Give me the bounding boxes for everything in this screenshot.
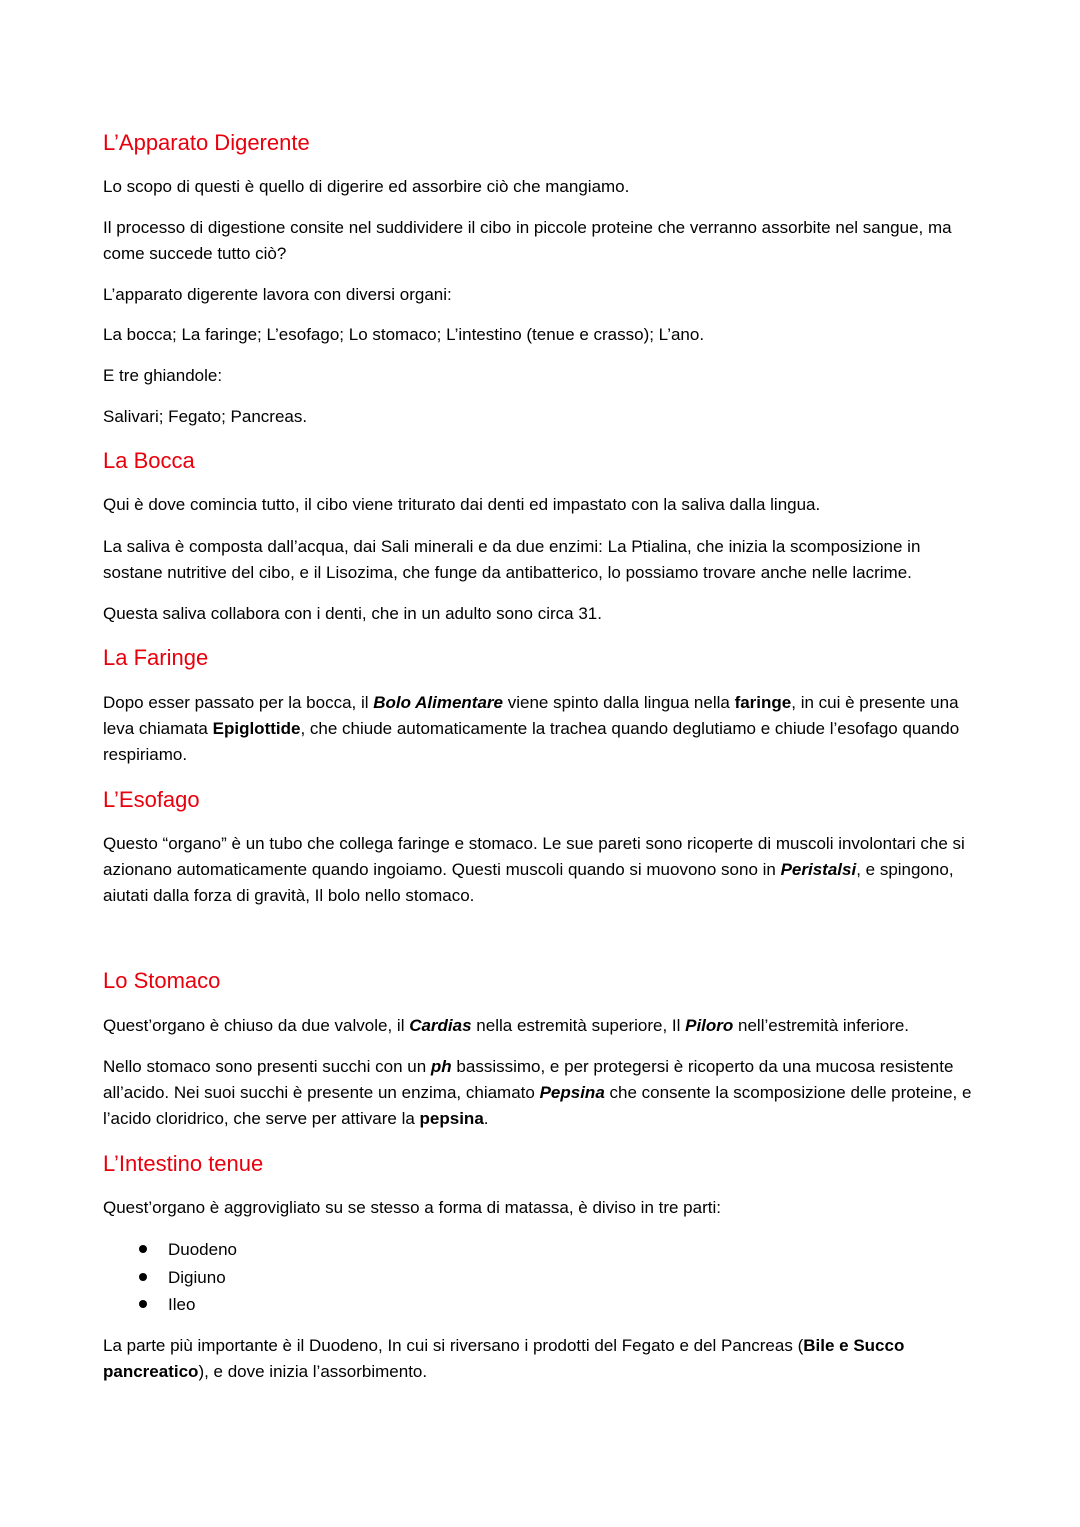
paragraph-organi-list: La bocca; La faringe; L’esofago; Lo stomaco; L’intestino (tenue e crasso); L’ano. [103, 325, 705, 344]
list-item-label: Digiuno [168, 1267, 226, 1287]
term-faringe: faringe [734, 693, 792, 712]
term-bolo-alimentare: Bolo Alimentare [373, 693, 503, 712]
heading-esofago: L’Esofago [103, 787, 200, 812]
paragraph-intestino: Quest’organo è aggrovigliato su se stesso a forma di matassa, è diviso in tre parti: [103, 1198, 721, 1217]
paragraph-bocca-1: Qui è dove comincia tutto, il cibo viene triturato dai denti ed impastato con la saliva dalla lingua. [103, 495, 821, 514]
text: Nello stomaco sono presenti succhi con un [103, 1057, 431, 1076]
term-pepsina-bold: pepsina [419, 1109, 484, 1128]
paragraph-processo: Il processo di digestione consite nel suddividere il cibo in piccole proteine che verranno assorbite nel sangue, ma come succede tutto ciò? [103, 218, 952, 263]
paragraph-denti: Questa saliva collabora con i denti, che in un adulto sono circa 31. [103, 604, 602, 623]
heading-faringe: La Faringe [103, 645, 209, 670]
paragraph-ghiandole-intro: E tre ghiandole: [103, 366, 223, 385]
term-cardias: Cardias [409, 1016, 472, 1035]
text: ), e dove inizia l’assorbimento. [198, 1362, 428, 1381]
term-bile-succo: Bile e Succo pancreatico [103, 1336, 905, 1381]
paragraph-stomaco-succhi [103, 1054, 983, 1132]
list-item [103, 1291, 237, 1319]
paragraph-stomaco-valvole [103, 1013, 983, 1039]
paragraph-faringe [103, 690, 983, 768]
term-pepsina: Pepsina [539, 1083, 605, 1102]
text: nella estremità superiore, Il [471, 1016, 686, 1035]
bullet-list-intestino-parts [103, 1236, 237, 1319]
text: Questo “organo” è un tubo che collega faringe e stomaco. Le sue pareti sono ricoperte di muscoli involontari che si azionano automaticamente quando ingoiamo. Questi muscoli quando si muovono sono in [103, 834, 965, 879]
text: Dopo esser passato per la bocca, il [103, 693, 374, 712]
text: . [483, 1109, 489, 1128]
paragraph-saliva: La saliva è composta dall’acqua, dai Sali minerali e da due enzimi: La Ptialina, che inizia la scomposizione in sostane nutritive del cibo, e il Lisozima, che funge da antibatterico, lo possiamo trovare anche nelle lacrime. [103, 537, 921, 582]
paragraph-duodeno [103, 1333, 983, 1385]
bullet-icon [139, 1273, 147, 1281]
term-peristalsi: Peristalsi [780, 860, 857, 879]
list-item-label: Ileo [168, 1295, 196, 1314]
text: nell’estremità inferiore. [733, 1016, 910, 1035]
text: bassissimo, e per protegersi è ricoperto da una mucosa resistente all’acido. Nei suoi succhi è presente un enzima, chiamato [103, 1057, 954, 1102]
paragraph-ghiandole-list: Salivari; Fegato; Pancreas. [103, 407, 308, 426]
term-ph: ph [430, 1057, 452, 1076]
heading-bocca: La Bocca [103, 448, 195, 473]
text: viene spinto dalla lingua nella [503, 693, 735, 712]
heading-intestino-tenue: L’Intestino tenue [103, 1151, 264, 1176]
bullet-icon [139, 1245, 147, 1253]
paragraph-organi-intro: L’apparato digerente lavora con diversi organi: [103, 285, 452, 304]
list-item-label: Duodeno [168, 1240, 238, 1259]
text: , e spingono, aiutati dalla forza di gravità, Il bolo nello stomaco. [103, 860, 954, 905]
bullet-icon [139, 1300, 147, 1308]
term-piloro: Piloro [685, 1016, 734, 1035]
heading-stomaco: Lo Stomaco [103, 968, 221, 993]
list-item [103, 1236, 237, 1264]
list-item [103, 1264, 237, 1292]
text: che consente la scomposizione delle proteine, e l’acido cloridrico, che serve per attivare la [103, 1083, 972, 1128]
paragraph-scopo: Lo scopo di questi è quello di digerire ed assorbire ciò che mangiamo. [103, 177, 630, 196]
text: La parte più importante è il Duodeno, In cui si riversano i prodotti del Fegato e del Pancreas ( [103, 1336, 804, 1355]
text: Quest’organo è chiuso da due valvole, il [103, 1016, 410, 1035]
paragraph-esofago [103, 831, 983, 909]
heading-apparato-digerente: L’Apparato Digerente [103, 130, 310, 155]
term-epiglottide: Epiglottide [212, 719, 301, 738]
text: , che chiude automaticamente la trachea quando deglutiamo e chiude l’esofago quando respiriamo. [103, 719, 960, 764]
text: , in cui è presente una leva chiamata [103, 693, 959, 738]
